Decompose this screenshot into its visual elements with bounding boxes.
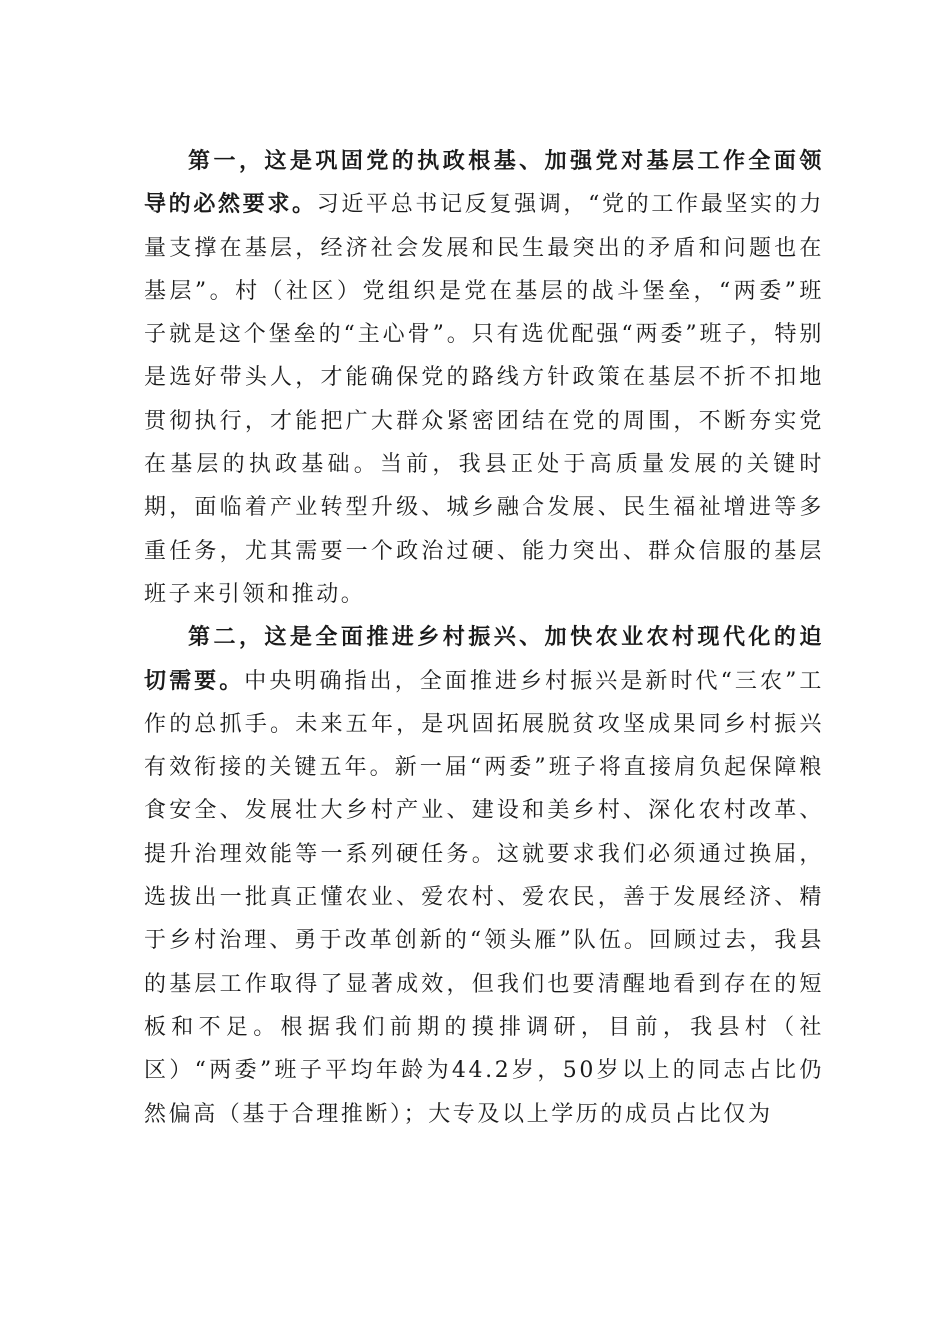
document-body xyxy=(144,140,824,1136)
paragraph-lead-first: 第一，这是巩固党的执政根基、加强党对基层工作全面领导的必然要求。 xyxy=(144,148,824,218)
paragraph-text-first: 习近平总书记反复强调，“党的工作最坚实的力量支撑在基层，经济社会发展和民生最突出的矛盾和问题也在基层”。村（社区）党组织是党在基层的战斗堡垒，“两委”班子就是这个堡垒的“主心骨”。只有选优配强“两委”班子，特别是选好带头人，才能确保党的路线方针政策在基层不折不扣地贯彻执行，才能把广大群众紧密团结在党的周围，不断夯实党在基层的执政基础。当前，我县正处于高质量发展的关键时期，面临着产业转型升级、城乡融合发展、民生福祉增进等多重任务，尤其需要一个政治过硬、能力突出、群众信服的基层班子来引领和推动。 xyxy=(144,192,824,607)
paragraph-second xyxy=(144,616,824,1136)
paragraph-lead-second: 第二，这是全面推进乡村振兴、加快农业农村现代化的迫切需要。 xyxy=(144,624,824,694)
paragraph-first xyxy=(144,140,824,616)
paragraph-text-second: 中央明确指出，全面推进乡村振兴是新时代“三农”工作的总抓手。未来五年，是巩固拓展脱贫攻坚成果同乡村振兴有效衔接的关键五年。新一届“两委”班子将直接肩负起保障粮食安全、发展壮大乡村产业、建设和美乡村、深化农村改革、提升治理效能等一系列硬任务。这就要求我们必须通过换届，选拔出一批真正懂农业、爱农村、爱农民，善于发展经济、精于乡村治理、勇于改革创新的“领头雁”队伍。回顾过去，我县的基层工作取得了显著成效，但我们也要清醒地看到存在的短板和不足。根据我们前期的摸排调研，目前，我县村（社区）“两委”班子平均年龄为44.2岁，50岁以上的同志占比仍然偏高（基于合理推断）；大专及以上学历的成员占比仅为 xyxy=(144,668,824,1127)
